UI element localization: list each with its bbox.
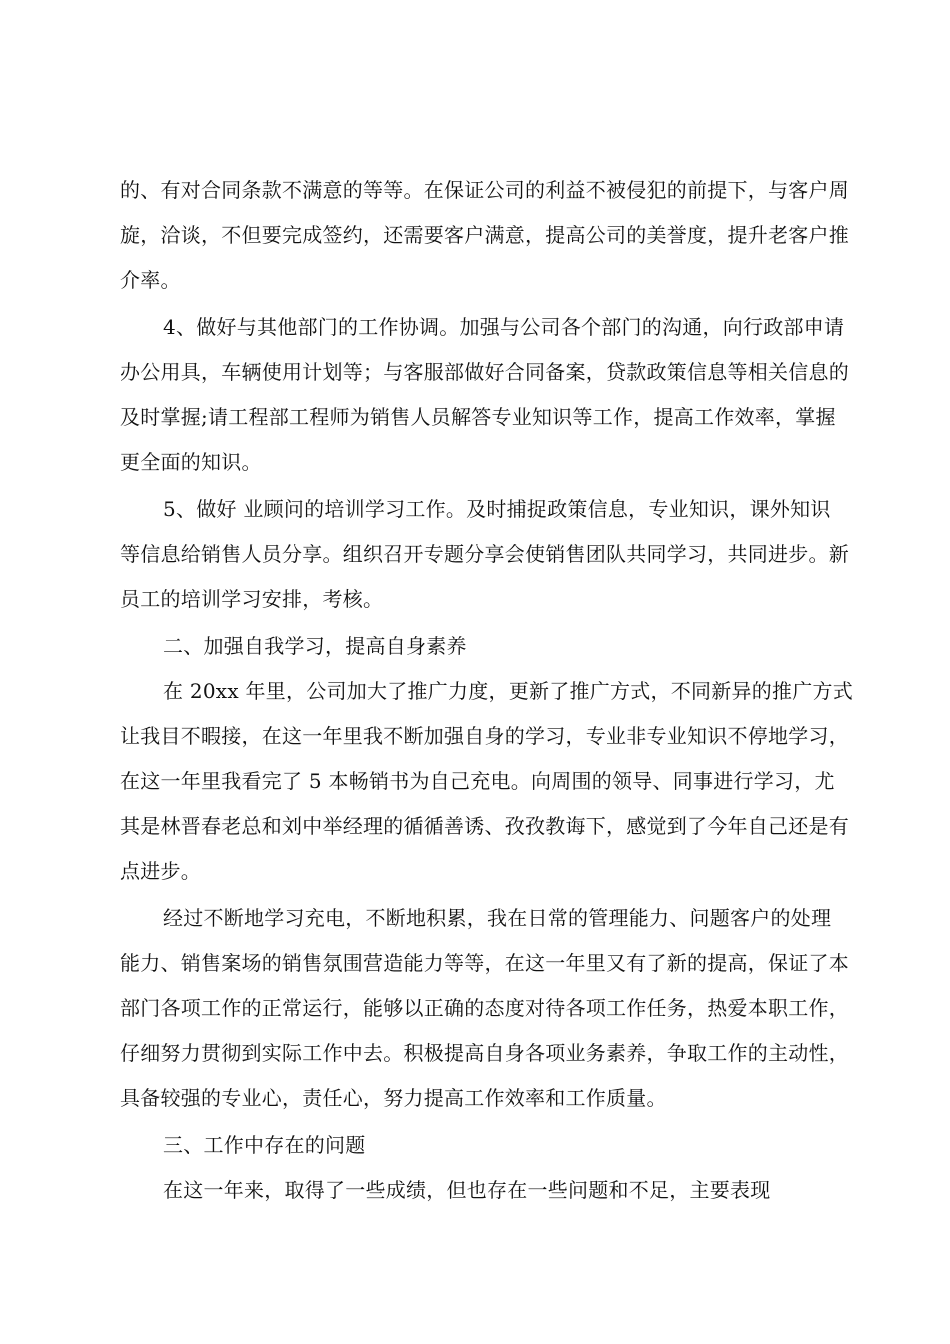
text-line: 办公用具，车辆使用计划等；与客服部做好合同备案，贷款政策信息等相关信息的	[120, 360, 849, 384]
text-line: 更全面的知识。	[120, 450, 262, 474]
paragraph-4-start: 4、做好与其他部门的工作协调。加强与公司各个部门的沟通，向行政部申请	[163, 315, 845, 339]
text-line: 能力、销售案场的销售氛围营造能力等等，在这一年里又有了新的提高，保证了本	[120, 951, 849, 975]
paragraph-start: 在这一年来，取得了一些成绩，但也存在一些问题和不足，主要表现	[163, 1178, 771, 1202]
paragraph-start: 在 20xx 年里，公司加大了推广力度，更新了推广方式，不同新异的推广方式	[163, 679, 853, 703]
text-line: 在这一年里我看完了 5 本畅销书为自己充电。向周围的领导、同事进行学习，尤	[120, 769, 835, 793]
text-line: 具备较强的专业心，责任心，努力提高工作效率和工作质量。	[120, 1086, 667, 1110]
section-heading-3: 三、工作中存在的问题	[163, 1133, 366, 1157]
text-line: 仔细努力贯彻到实际工作中去。积极提高自身各项业务素养，争取工作的主动性，	[120, 1041, 849, 1065]
text-line: 的、有对合同条款不满意的等等。在保证公司的利益不被侵犯的前提下，与客户周	[120, 178, 849, 202]
text-line: 其是林晋春老总和刘中举经理的循循善诱、孜孜教诲下，感觉到了今年自己还是有	[120, 814, 849, 838]
text-line: 介率。	[120, 268, 181, 292]
text-line: 让我目不暇接，在这一年里我不断加强自身的学习，专业非专业知识不停地学习，	[120, 724, 849, 748]
text-line: 员工的培训学习安排，考核。	[120, 587, 384, 611]
paragraph-start: 经过不断地学习充电，不断地积累，我在日常的管理能力、问题客户的处理	[163, 906, 832, 930]
section-heading-2: 二、加强自我学习，提高自身素养	[163, 634, 467, 658]
text-line: 及时掌握;请工程部工程师为销售人员解答专业知识等工作，提高工作效率，掌握	[120, 405, 836, 429]
paragraph-5-start: 5、做好 业顾问的培训学习工作。及时捕捉政策信息，专业知识，课外知识	[163, 497, 831, 521]
text-line: 等信息给销售人员分享。组织召开专题分享会使销售团队共同学习，共同进步。新	[120, 542, 849, 566]
text-line: 点进步。	[120, 859, 201, 883]
text-line: 旋，洽谈，不但要完成签约，还需要客户满意，提高公司的美誉度，提升老客户推	[120, 223, 849, 247]
text-line: 部门各项工作的正常运行，能够以正确的态度对待各项工作任务，热爱本职工作，	[120, 996, 849, 1020]
